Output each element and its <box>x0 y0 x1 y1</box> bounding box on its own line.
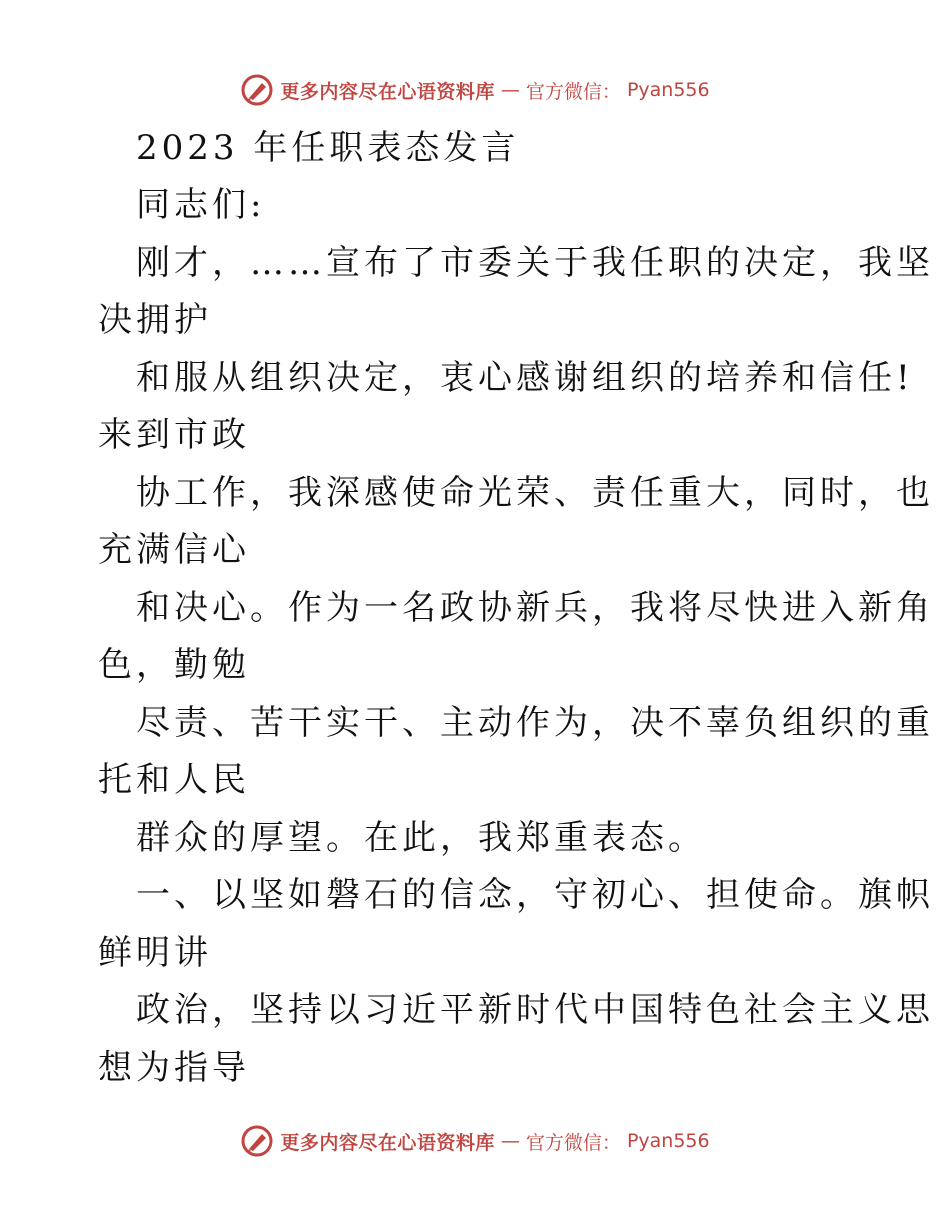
watermark-wechat-id: Pyan556 <box>626 1130 710 1152</box>
salutation: 同志们: <box>136 185 266 225</box>
watermark-separator: — <box>500 1130 520 1152</box>
text-line: 鲜明讲 <box>98 933 212 973</box>
watermark-wechat-id: Pyan556 <box>626 79 710 101</box>
text-line: 色，勤勉 <box>98 645 250 685</box>
watermark-text: 更多内容尽在心语资料库 <box>280 80 495 103</box>
text-line: 和服从组织决定，衷心感谢组织的培养和信任! <box>136 358 914 398</box>
watermark-text: 更多内容尽在心语资料库 <box>280 1131 495 1154</box>
text-line: 想为指导 <box>98 1048 250 1088</box>
watermark-wechat-label: 官方微信： <box>525 1131 621 1154</box>
document-title: 2023 年任职表态发言 <box>136 128 520 168</box>
text-line: 来到市政 <box>98 415 250 455</box>
text-line: 决拥护 <box>98 300 212 340</box>
text-line: 充满信心 <box>98 530 250 570</box>
watermark-wechat-label: 官方微信： <box>525 80 621 103</box>
text-line: 协工作，我深感使命光荣、责任重大，同时，也 <box>136 473 934 513</box>
text-line: 尽责、苦干实干、主动作为，决不辜负组织的重 <box>136 703 934 743</box>
pen-logo-icon <box>240 73 274 107</box>
text-line: 政治，坚持以习近平新时代中国特色社会主义思 <box>136 990 934 1030</box>
text-line: 刚才，……宣布了市委关于我任职的决定，我坚 <box>136 243 934 283</box>
header-watermark <box>0 70 950 110</box>
pen-logo-icon <box>240 1124 274 1158</box>
text-line: 托和人民 <box>98 760 250 800</box>
watermark-separator: — <box>500 79 520 101</box>
text-line: 和决心。作为一名政协新兵，我将尽快进入新角 <box>136 588 934 628</box>
text-line: 群众的厚望。在此，我郑重表态。 <box>136 818 706 858</box>
footer-watermark <box>0 1121 950 1161</box>
section-heading-line: 一、以坚如磐石的信念，守初心、担使命。旗帜 <box>136 875 934 915</box>
